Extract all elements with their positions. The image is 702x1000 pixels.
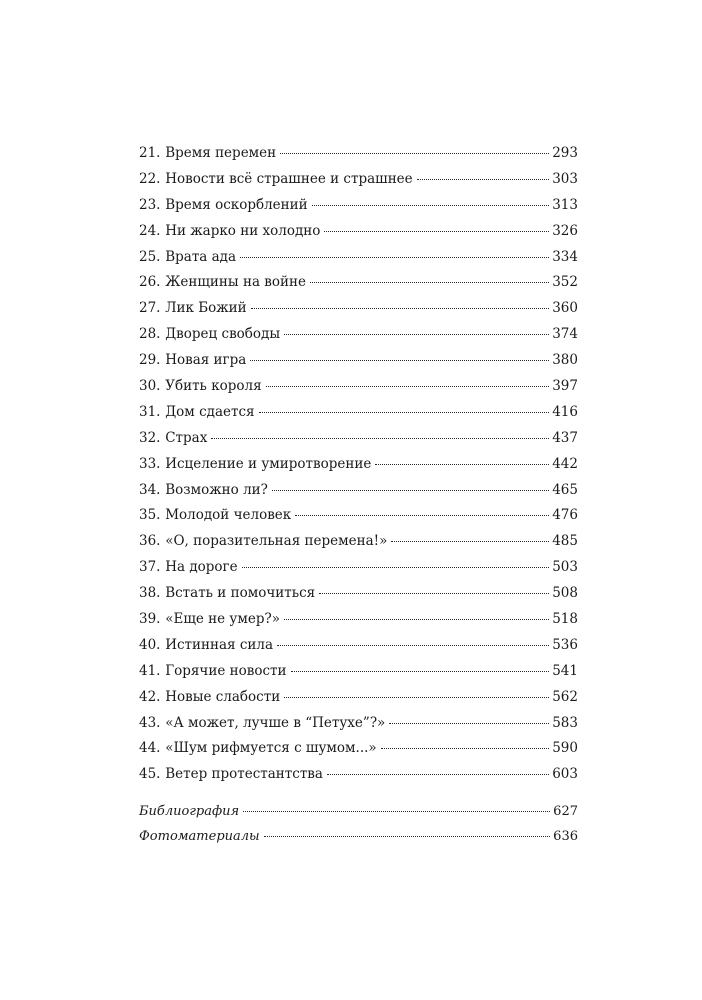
chapter-title: Время перемен	[165, 145, 277, 161]
toc-entry	[139, 685, 578, 711]
chapter-title: Истинная сила	[165, 636, 274, 653]
page-number: 476	[552, 507, 578, 524]
dot-leader	[280, 153, 549, 154]
dot-leader	[389, 723, 549, 724]
chapter-title: Горячие новости	[165, 662, 287, 679]
chapter-title: Молодой человек	[165, 507, 292, 524]
page-number: 603	[552, 766, 578, 783]
page-number: 590	[552, 740, 578, 757]
chapter-title: «Еще не умер?»	[165, 611, 280, 628]
chapter-number: 41.	[139, 662, 161, 679]
toc-entry	[139, 736, 578, 762]
chapter-number: 38.	[139, 585, 161, 602]
chapter-number: 29.	[139, 352, 161, 369]
chapter-number: 39.	[139, 611, 161, 628]
toc-entry	[139, 555, 578, 581]
chapter-title: Дворец свободы	[165, 326, 281, 343]
chapter-title: Ветер протестантства	[165, 766, 323, 783]
chapter-title: На дороге	[165, 559, 238, 576]
chapter-title: Дом сдается	[165, 403, 255, 420]
chapter-number: 44.	[139, 740, 161, 757]
chapter-number: 28.	[139, 326, 161, 343]
chapter-number: 42.	[139, 688, 161, 705]
page-number: 303	[552, 170, 578, 187]
chapter-number: 22.	[139, 170, 161, 187]
page-number: 541	[552, 662, 578, 679]
toc-entry	[139, 478, 578, 504]
toc-entry	[139, 762, 578, 788]
chapter-title: Время оскорблений	[165, 196, 308, 213]
chapter-title: Страх	[165, 429, 208, 446]
page-number: 503	[552, 559, 578, 576]
page-number: 636	[553, 829, 578, 844]
chapter-number: 36.	[139, 533, 161, 550]
dot-leader	[243, 811, 550, 812]
dot-leader	[277, 645, 549, 646]
toc-entry	[139, 607, 578, 633]
toc-entry	[139, 141, 578, 167]
dot-leader	[310, 282, 549, 283]
page-number: 508	[552, 585, 578, 602]
page-number: 352	[552, 274, 578, 291]
page-number: 627	[553, 804, 578, 819]
back-matter-entry	[139, 824, 578, 849]
chapter-number: 32.	[139, 429, 161, 446]
chapter-number: 43.	[139, 714, 161, 731]
chapter-number: 27.	[139, 300, 161, 317]
chapter-number: 34.	[139, 481, 161, 498]
page-number: 465	[552, 481, 578, 498]
chapter-number: 23.	[139, 196, 161, 213]
chapter-title: Врата ада	[165, 248, 237, 265]
dot-leader	[240, 257, 549, 258]
toc-entry	[139, 374, 578, 400]
toc-entry	[139, 348, 578, 374]
chapter-number: 33.	[139, 455, 161, 472]
page-number: 416	[552, 403, 578, 420]
chapter-title: Лик Божий	[165, 300, 247, 317]
dot-leader	[312, 205, 550, 206]
page-number: 518	[552, 611, 578, 628]
dot-leader	[266, 386, 550, 387]
chapter-title: «О, поразительная перемена!»	[165, 533, 388, 550]
page-number: 374	[552, 326, 578, 343]
page-number: 583	[552, 714, 578, 731]
page-number: 326	[552, 222, 578, 239]
dot-leader	[391, 541, 549, 542]
dot-leader	[284, 697, 549, 698]
chapter-title: Встать и помочиться	[165, 585, 316, 602]
page-number: 313	[552, 196, 578, 213]
dot-leader	[375, 464, 549, 465]
chapter-number: 45.	[139, 766, 161, 783]
dot-leader	[211, 438, 549, 439]
toc-entry	[139, 167, 578, 193]
chapter-number: 26.	[139, 274, 161, 291]
toc-entry	[139, 219, 578, 245]
chapter-title: Убить короля	[165, 378, 262, 395]
chapter-title: Новости всё страшнее и страшнее	[165, 170, 413, 187]
page-number: 397	[552, 378, 578, 395]
toc-entry	[139, 245, 578, 271]
dot-leader	[291, 671, 550, 672]
toc-entry	[139, 322, 578, 348]
dot-leader	[284, 619, 549, 620]
chapter-title: «Шум рифмуется с шумом...»	[165, 740, 377, 757]
chapter-title: Новая игра	[165, 352, 247, 369]
toc-entry	[139, 581, 578, 607]
chapter-title: Ни жарко ни холодно	[165, 222, 321, 239]
chapter-title: «А может, лучше в “Петухе”?»	[165, 714, 386, 731]
chapter-title: Исцеление и умиротворение	[165, 455, 372, 472]
chapter-title: Женщины на войне	[165, 274, 306, 291]
dot-leader	[251, 308, 550, 309]
back-matter-title: Библиография	[139, 804, 240, 819]
dot-leader	[242, 567, 550, 568]
page-number: 360	[552, 300, 578, 317]
page-number: 442	[552, 455, 578, 472]
dot-leader	[327, 774, 549, 775]
dot-leader	[259, 412, 550, 413]
page-number: 334	[552, 248, 578, 265]
toc-entry	[139, 296, 578, 322]
toc-entry	[139, 400, 578, 426]
toc-entry	[139, 711, 578, 737]
page-number: 437	[552, 429, 578, 446]
dot-leader	[295, 515, 549, 516]
page-number: 536	[552, 636, 578, 653]
toc-entry	[139, 193, 578, 219]
chapter-number: 30.	[139, 378, 161, 395]
chapter-number: 35.	[139, 507, 161, 524]
toc-entry	[139, 426, 578, 452]
toc-entry	[139, 529, 578, 555]
chapter-number: 21.	[139, 145, 161, 161]
chapter-title: Новые слабости	[165, 688, 281, 705]
toc-entry	[139, 633, 578, 659]
page-number: 485	[552, 533, 578, 550]
page-number: 562	[552, 688, 578, 705]
back-matter-list	[139, 799, 578, 849]
chapter-number: 37.	[139, 559, 161, 576]
dot-leader	[417, 179, 550, 180]
chapter-number: 40.	[139, 636, 161, 653]
page-number: 380	[552, 352, 578, 369]
dot-leader	[381, 748, 550, 749]
dot-leader	[264, 836, 551, 837]
chapter-number: 25.	[139, 248, 161, 265]
toc-entry	[139, 659, 578, 685]
toc-entry	[139, 452, 578, 478]
chapter-number: 31.	[139, 403, 161, 420]
chapter-title: Возможно ли?	[165, 481, 268, 498]
page-number: 293	[552, 145, 578, 161]
dot-leader	[272, 490, 549, 491]
toc-entry	[139, 270, 578, 296]
dot-leader	[250, 360, 549, 361]
chapter-number: 24.	[139, 222, 161, 239]
toc-entry	[139, 503, 578, 529]
back-matter-entry	[139, 799, 578, 824]
table-of-contents	[139, 141, 578, 788]
dot-leader	[284, 334, 549, 335]
dot-leader	[324, 231, 549, 232]
dot-leader	[319, 593, 549, 594]
back-matter-title: Фотоматериалы	[139, 829, 260, 844]
